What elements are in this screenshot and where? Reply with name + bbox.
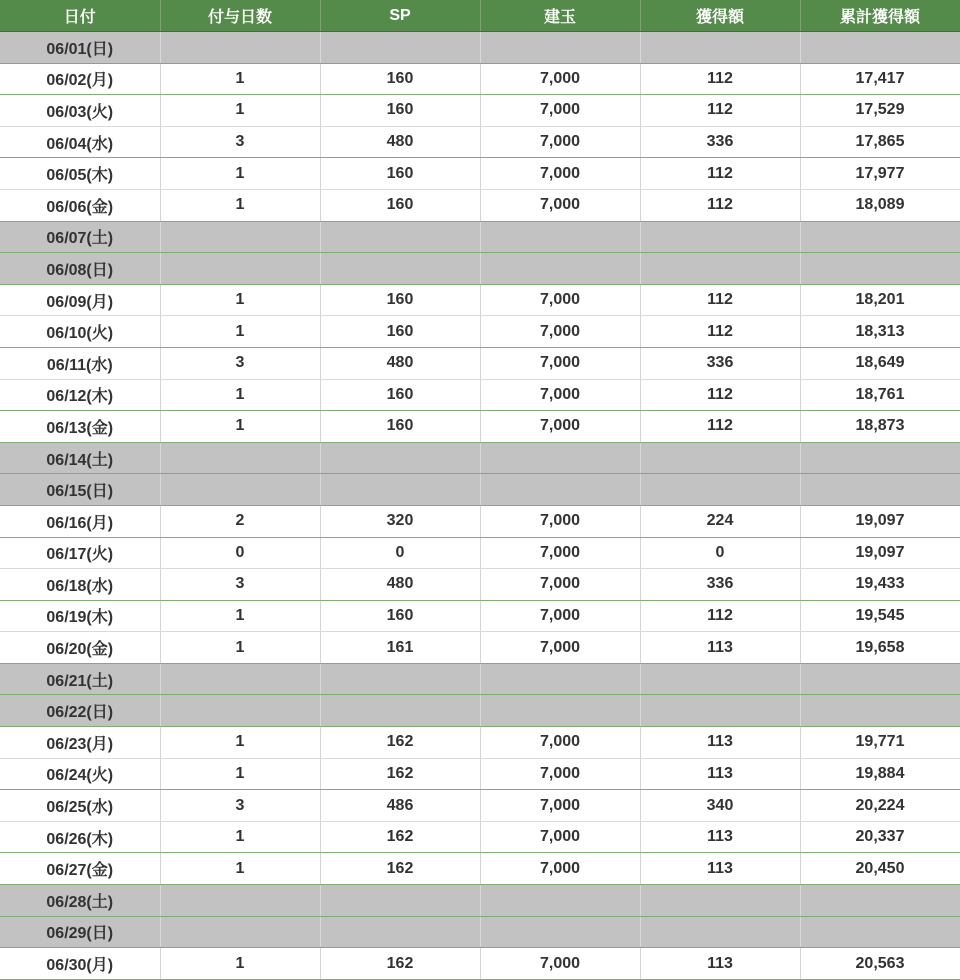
- cell-date: 06/17(火): [0, 537, 160, 569]
- cell-position: [480, 474, 640, 506]
- cell-date: 06/16(月): [0, 505, 160, 537]
- cell-granted-days: 1: [160, 727, 320, 759]
- cell-position: 7,000: [480, 790, 640, 822]
- cell-date: 06/06(金): [0, 189, 160, 221]
- cell-date: 06/13(金): [0, 411, 160, 443]
- cell-position: 7,000: [480, 95, 640, 127]
- cell-granted-days: 1: [160, 600, 320, 632]
- cell-position: 7,000: [480, 379, 640, 411]
- cell-date: 06/03(火): [0, 95, 160, 127]
- cell-sp: [320, 253, 480, 285]
- cell-position: 7,000: [480, 505, 640, 537]
- header-date: 日付: [0, 0, 160, 32]
- cell-sp: 160: [320, 63, 480, 95]
- table-row-weekend: [0, 253, 960, 285]
- cell-granted-days: 1: [160, 316, 320, 348]
- cell-sp: 160: [320, 284, 480, 316]
- cell-cumulative: 18,873: [800, 411, 960, 443]
- cell-cumulative: [800, 885, 960, 917]
- cell-position: 7,000: [480, 758, 640, 790]
- cell-date: 06/29(日): [0, 916, 160, 948]
- cell-position: 7,000: [480, 316, 640, 348]
- cell-cumulative: 18,089: [800, 189, 960, 221]
- cell-granted-days: [160, 663, 320, 695]
- table-row: [0, 569, 960, 601]
- cell-cumulative: [800, 221, 960, 253]
- cell-cumulative: 18,649: [800, 347, 960, 379]
- cell-position: 7,000: [480, 727, 640, 759]
- cell-sp: 162: [320, 853, 480, 885]
- table-row-weekend: [0, 885, 960, 917]
- cell-sp: 0: [320, 537, 480, 569]
- table-row: [0, 537, 960, 569]
- cell-earned: 112: [640, 411, 800, 443]
- cell-granted-days: 3: [160, 790, 320, 822]
- cell-earned: [640, 32, 800, 64]
- table-row: [0, 126, 960, 158]
- cell-sp: [320, 474, 480, 506]
- cell-position: 7,000: [480, 63, 640, 95]
- cell-earned: 112: [640, 158, 800, 190]
- cell-cumulative: [800, 474, 960, 506]
- cell-sp: 162: [320, 821, 480, 853]
- cell-sp: 160: [320, 600, 480, 632]
- table-row: [0, 600, 960, 632]
- table-row-weekend: [0, 695, 960, 727]
- cell-granted-days: [160, 695, 320, 727]
- cell-granted-days: 3: [160, 126, 320, 158]
- table-row: [0, 632, 960, 664]
- cell-position: 7,000: [480, 853, 640, 885]
- cell-cumulative: 19,433: [800, 569, 960, 601]
- cell-earned: 113: [640, 758, 800, 790]
- cell-earned: [640, 253, 800, 285]
- cell-cumulative: 18,313: [800, 316, 960, 348]
- table-row: [0, 63, 960, 95]
- table-row: [0, 189, 960, 221]
- cell-granted-days: [160, 221, 320, 253]
- cell-earned: 112: [640, 284, 800, 316]
- cell-sp: 160: [320, 189, 480, 221]
- cell-sp: 162: [320, 758, 480, 790]
- cell-sp: [320, 663, 480, 695]
- table-row: [0, 821, 960, 853]
- table-row: [0, 948, 960, 980]
- cell-date: 06/09(月): [0, 284, 160, 316]
- cell-earned: 113: [640, 948, 800, 980]
- cell-cumulative: 17,977: [800, 158, 960, 190]
- table-row-weekend: [0, 442, 960, 474]
- cell-granted-days: 1: [160, 758, 320, 790]
- cell-date: 06/08(日): [0, 253, 160, 285]
- cell-sp: [320, 32, 480, 64]
- table-row: [0, 411, 960, 443]
- cell-earned: [640, 916, 800, 948]
- cell-sp: 320: [320, 505, 480, 537]
- cell-cumulative: [800, 253, 960, 285]
- cell-earned: [640, 885, 800, 917]
- cell-date: 06/20(金): [0, 632, 160, 664]
- cell-position: 7,000: [480, 632, 640, 664]
- cell-cumulative: 19,545: [800, 600, 960, 632]
- cell-granted-days: [160, 442, 320, 474]
- cell-date: 06/19(木): [0, 600, 160, 632]
- cell-sp: 162: [320, 948, 480, 980]
- cell-date: 06/30(月): [0, 948, 160, 980]
- cell-date: 06/21(土): [0, 663, 160, 695]
- cell-earned: 113: [640, 853, 800, 885]
- cell-sp: 480: [320, 569, 480, 601]
- table-row: [0, 316, 960, 348]
- table-row: [0, 158, 960, 190]
- cell-cumulative: 18,761: [800, 379, 960, 411]
- cell-earned: 0: [640, 537, 800, 569]
- cell-earned: 112: [640, 379, 800, 411]
- cell-granted-days: 1: [160, 948, 320, 980]
- table-row-weekend: [0, 221, 960, 253]
- cell-position: 7,000: [480, 126, 640, 158]
- table-row-weekend: [0, 916, 960, 948]
- cell-granted-days: 1: [160, 95, 320, 127]
- header-earned: 獲得額: [640, 0, 800, 32]
- cell-date: 06/22(日): [0, 695, 160, 727]
- cell-position: [480, 916, 640, 948]
- cell-granted-days: 1: [160, 632, 320, 664]
- cell-date: 06/12(木): [0, 379, 160, 411]
- cell-sp: 160: [320, 316, 480, 348]
- table-row: [0, 379, 960, 411]
- cell-sp: 160: [320, 158, 480, 190]
- table-row: [0, 727, 960, 759]
- header-granted-days: 付与日数: [160, 0, 320, 32]
- cell-granted-days: [160, 916, 320, 948]
- cell-position: 7,000: [480, 600, 640, 632]
- cell-date: 06/02(月): [0, 63, 160, 95]
- cell-position: 7,000: [480, 569, 640, 601]
- cell-granted-days: 1: [160, 853, 320, 885]
- cell-position: [480, 442, 640, 474]
- cell-earned: [640, 474, 800, 506]
- cell-position: 7,000: [480, 821, 640, 853]
- cell-cumulative: 19,884: [800, 758, 960, 790]
- cell-earned: 113: [640, 727, 800, 759]
- cell-earned: 336: [640, 569, 800, 601]
- cell-position: [480, 663, 640, 695]
- cell-granted-days: [160, 253, 320, 285]
- cell-date: 06/28(土): [0, 885, 160, 917]
- cell-cumulative: 17,529: [800, 95, 960, 127]
- cell-date: 06/24(火): [0, 758, 160, 790]
- cell-date: 06/05(木): [0, 158, 160, 190]
- cell-date: 06/01(日): [0, 32, 160, 64]
- header-position: 建玉: [480, 0, 640, 32]
- table-row: [0, 758, 960, 790]
- table-row-weekend: [0, 474, 960, 506]
- cell-granted-days: 1: [160, 63, 320, 95]
- cell-sp: [320, 916, 480, 948]
- cell-position: 7,000: [480, 284, 640, 316]
- cell-earned: [640, 695, 800, 727]
- header-row: [0, 0, 960, 32]
- cell-position: [480, 885, 640, 917]
- cell-sp: 160: [320, 379, 480, 411]
- cell-cumulative: 20,563: [800, 948, 960, 980]
- cell-cumulative: 19,658: [800, 632, 960, 664]
- cell-earned: [640, 663, 800, 695]
- cell-earned: 112: [640, 189, 800, 221]
- cell-cumulative: 20,224: [800, 790, 960, 822]
- cell-cumulative: [800, 695, 960, 727]
- cell-sp: 480: [320, 126, 480, 158]
- cell-earned: 340: [640, 790, 800, 822]
- cell-sp: [320, 442, 480, 474]
- cell-sp: [320, 221, 480, 253]
- cell-cumulative: 17,417: [800, 63, 960, 95]
- cell-date: 06/14(土): [0, 442, 160, 474]
- cell-granted-days: 1: [160, 158, 320, 190]
- cell-position: 7,000: [480, 537, 640, 569]
- cell-sp: 480: [320, 347, 480, 379]
- cell-granted-days: 1: [160, 189, 320, 221]
- cell-earned: 336: [640, 126, 800, 158]
- cell-date: 06/25(水): [0, 790, 160, 822]
- cell-date: 06/07(土): [0, 221, 160, 253]
- cell-cumulative: [800, 442, 960, 474]
- cell-cumulative: [800, 32, 960, 64]
- cell-sp: 160: [320, 95, 480, 127]
- cell-cumulative: [800, 663, 960, 695]
- cell-earned: 112: [640, 95, 800, 127]
- cell-position: [480, 221, 640, 253]
- cell-position: [480, 32, 640, 64]
- cell-earned: 113: [640, 632, 800, 664]
- cell-position: [480, 253, 640, 285]
- cell-granted-days: 2: [160, 505, 320, 537]
- cell-granted-days: [160, 885, 320, 917]
- cell-date: 06/15(日): [0, 474, 160, 506]
- cell-sp: [320, 695, 480, 727]
- cell-position: 7,000: [480, 948, 640, 980]
- cell-sp: [320, 885, 480, 917]
- cell-cumulative: 17,865: [800, 126, 960, 158]
- cell-granted-days: [160, 474, 320, 506]
- table-row: [0, 853, 960, 885]
- cell-cumulative: [800, 916, 960, 948]
- table-row: [0, 505, 960, 537]
- header-sp: SP: [320, 0, 480, 32]
- cell-date: 06/04(水): [0, 126, 160, 158]
- cell-earned: [640, 442, 800, 474]
- cell-cumulative: 19,771: [800, 727, 960, 759]
- cell-date: 06/26(木): [0, 821, 160, 853]
- cell-date: 06/10(火): [0, 316, 160, 348]
- cell-cumulative: 20,450: [800, 853, 960, 885]
- cell-granted-days: 1: [160, 821, 320, 853]
- cell-granted-days: 3: [160, 569, 320, 601]
- cell-earned: 112: [640, 63, 800, 95]
- cell-cumulative: 20,337: [800, 821, 960, 853]
- table-row-weekend: [0, 32, 960, 64]
- cell-date: 06/27(金): [0, 853, 160, 885]
- cell-sp: 161: [320, 632, 480, 664]
- cell-granted-days: 1: [160, 411, 320, 443]
- cell-granted-days: 1: [160, 284, 320, 316]
- cell-granted-days: 3: [160, 347, 320, 379]
- cell-granted-days: [160, 32, 320, 64]
- cell-earned: 112: [640, 316, 800, 348]
- cell-earned: 336: [640, 347, 800, 379]
- cell-position: 7,000: [480, 189, 640, 221]
- header-cumulative: 累計獲得額: [800, 0, 960, 32]
- cell-earned: 113: [640, 821, 800, 853]
- table-row: [0, 790, 960, 822]
- cell-date: 06/23(月): [0, 727, 160, 759]
- cell-cumulative: 19,097: [800, 537, 960, 569]
- cell-date: 06/18(水): [0, 569, 160, 601]
- cell-sp: 486: [320, 790, 480, 822]
- cell-position: 7,000: [480, 411, 640, 443]
- cell-granted-days: 0: [160, 537, 320, 569]
- cell-earned: 224: [640, 505, 800, 537]
- cell-position: 7,000: [480, 347, 640, 379]
- table-row: [0, 95, 960, 127]
- cell-sp: 160: [320, 411, 480, 443]
- cell-sp: 162: [320, 727, 480, 759]
- table-body: [0, 32, 960, 980]
- cell-date: 06/11(水): [0, 347, 160, 379]
- cell-granted-days: 1: [160, 379, 320, 411]
- cell-cumulative: 18,201: [800, 284, 960, 316]
- cell-position: [480, 695, 640, 727]
- cell-earned: 112: [640, 600, 800, 632]
- cell-earned: [640, 221, 800, 253]
- table-row-weekend: [0, 663, 960, 695]
- table-row: [0, 347, 960, 379]
- table-row: [0, 284, 960, 316]
- cell-position: 7,000: [480, 158, 640, 190]
- cell-cumulative: 19,097: [800, 505, 960, 537]
